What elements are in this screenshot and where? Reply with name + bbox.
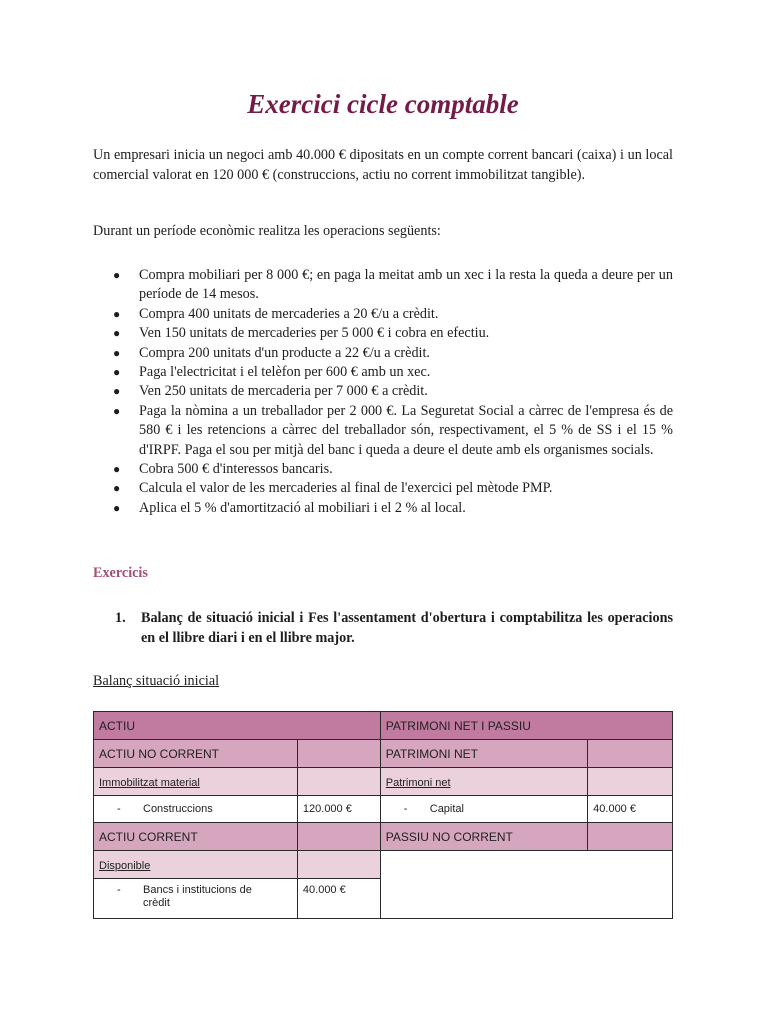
bullet-icon: ● [113, 306, 121, 321]
intro-paragraph: Un empresari inicia un negoci amb 40.000 € dipositats en un compte corrent bancari (caixa) i un local comercial valorat en 120 000 € (construccions, actiu no corrent immobilitzat tangible). [93, 147, 673, 183]
bullet-icon: ● [113, 365, 121, 380]
table-row [94, 823, 673, 851]
empty-cell [380, 851, 672, 919]
list-item: ● Compra 400 unitats de mercaderies a 20 €/u a crèdit. [93, 305, 673, 324]
construccions-label: Construccions [143, 803, 213, 815]
list-item: ● Paga la nòmina a un treballador per 2 000 €. La Seguretat Social a càrrec de l'empresa és de 580 € i les retencions a càrrec del treballador són, respectivament, el 5 % de SS i el 15 % d'IRPF. Paga el sou per mitjà del banc i queda a deure el deute amb els organismes socials. [113, 402, 673, 458]
list-item: ● Paga l'electricitat i el telèfon per 600 € amb un xec. [93, 363, 673, 382]
balance-table [93, 711, 673, 919]
capital-label: Capital [429, 803, 464, 815]
empty-cell [297, 768, 380, 796]
operations-list [93, 266, 673, 518]
list-item: ● Calcula el valor de les mercaderies al final de l'exercici pel mètode PMP. [93, 479, 673, 498]
construccions-value: 120.000 € [297, 796, 380, 823]
bullet-icon: ● [113, 462, 121, 477]
table-caption: Balanç situació inicial [93, 673, 220, 689]
page-title: Exercici cicle comptable [247, 89, 519, 119]
capital-value: 40.000 € [588, 796, 673, 823]
actiu-corrent-label: ACTIU CORRENT [94, 823, 298, 851]
question-text: Balanç de situació inicial i Fes l'assentament d'obertura i comptabilitza les operacions en el llibre diari i en el llibre major. [141, 610, 673, 646]
bullet-icon: ● [113, 384, 121, 399]
operations-intro: Durant un període econòmic realitza les operacions següents: [93, 223, 441, 239]
empty-cell [588, 768, 673, 796]
bancs-value: 40.000 € [297, 879, 380, 919]
patrimoni-net-label: PATRIMONI NET [380, 740, 587, 768]
empty-cell [297, 740, 380, 768]
list-item: ● Cobra 500 € d'interessos bancaris. [93, 460, 673, 479]
bullet-icon: ● [113, 481, 121, 496]
immobilitzat-label: Immobilitzat material [99, 776, 200, 789]
empty-cell [588, 740, 673, 768]
actiu-no-corrent-label: ACTIU NO CORRENT [94, 740, 298, 768]
question-number: 1. [115, 610, 126, 626]
table-row [94, 768, 673, 796]
list-item: ● Compra mobiliari per 8 000 €; en paga la meitat amb un xec i la resta la queda a deure per un període de 14 mesos. [113, 267, 673, 303]
bullet-icon: ● [113, 500, 121, 515]
list-item: ● Ven 250 unitats de mercaderia per 7 000 € a crèdit. [93, 382, 673, 401]
patrimoni-net-sub-label: Patrimoni net [385, 776, 451, 789]
bullet-icon: ● [113, 345, 121, 360]
actiu-header: ACTIU [94, 712, 381, 740]
empty-cell [588, 823, 673, 851]
dash: - [117, 884, 121, 896]
dash: - [117, 803, 121, 815]
disponible-label: Disponible [99, 859, 151, 872]
list-item: ● Aplica el 5 % d'amortització al mobiliari i el 2 % al local. [93, 499, 673, 518]
passiu-no-corrent-label: PASSIU NO CORRENT [380, 823, 587, 851]
list-item: ● Ven 150 unitats de mercaderies per 5 000 € i cobra en efectiu. [93, 324, 673, 343]
pn-passiu-header: PATRIMONI NET I PASSIU [380, 712, 672, 740]
table-row [94, 796, 673, 823]
empty-cell [297, 823, 380, 851]
bullet-icon: ● [113, 326, 121, 341]
bancs-label: Bancs i institucions de crèdit [143, 884, 252, 909]
bullet-icon: ● [113, 268, 121, 282]
bullet-icon: ● [113, 403, 121, 418]
empty-cell [297, 851, 380, 879]
section-title: Exercicis [93, 565, 148, 581]
table-row [94, 740, 673, 768]
table-row [94, 712, 673, 740]
table-row [94, 851, 673, 879]
question-item [93, 608, 673, 648]
list-item: ● Compra 200 unitats d'un producte a 22 €/u a crèdit. [93, 344, 673, 363]
dash: - [403, 803, 408, 815]
